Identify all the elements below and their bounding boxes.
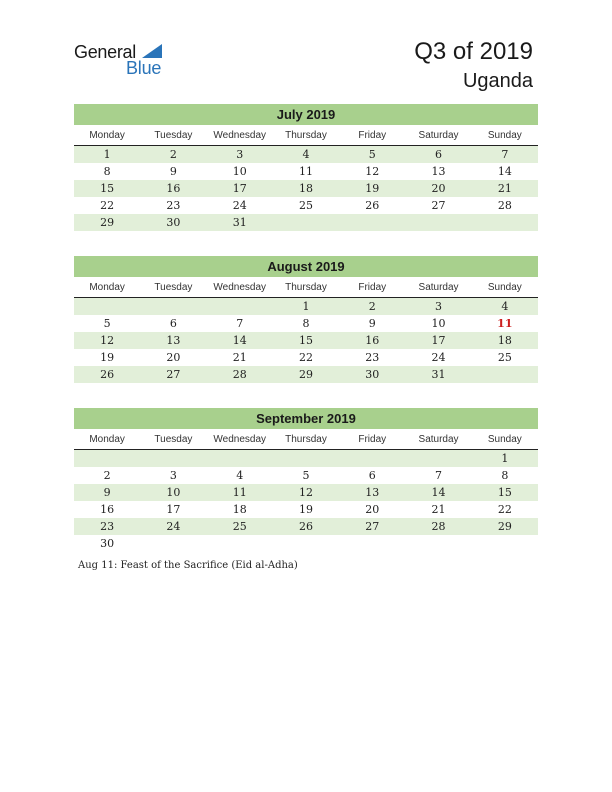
holiday-date-cell: 11	[497, 317, 513, 330]
empty-date-cell	[339, 450, 405, 467]
date-cell: 1	[501, 452, 509, 465]
date-cell: 26	[100, 368, 115, 381]
date-cell: 28	[431, 520, 446, 533]
country-name: Uganda	[462, 70, 533, 92]
week-row	[74, 518, 538, 535]
date-cell: 28	[232, 368, 247, 381]
weekday-label: Sunday	[487, 282, 522, 293]
week-row	[74, 298, 538, 315]
date-cell: 12	[298, 486, 313, 499]
week-row	[74, 484, 538, 501]
date-cell: 1	[302, 300, 310, 313]
date-cell: 13	[431, 165, 446, 178]
date-cell: 14	[232, 334, 247, 347]
date-cell: 4	[501, 300, 509, 313]
week-row	[74, 214, 538, 231]
month-title: August 2019	[74, 256, 538, 277]
date-cell: 3	[169, 469, 177, 482]
date-cell: 20	[431, 182, 446, 195]
date-cell: 2	[368, 300, 376, 313]
date-cell: 19	[298, 503, 313, 516]
week-row	[74, 180, 538, 197]
date-cell: 27	[166, 368, 181, 381]
weekday-label: Friday	[358, 434, 387, 445]
empty-date-cell	[405, 450, 471, 467]
date-cell: 14	[431, 486, 446, 499]
date-cell: 7	[501, 148, 509, 161]
empty-date-cell	[339, 214, 405, 231]
month-title: September 2019	[74, 408, 538, 429]
date-cell: 27	[365, 520, 380, 533]
weekday-label: Thursday	[285, 434, 327, 445]
empty-date-cell	[140, 298, 206, 315]
date-cell: 22	[497, 503, 512, 516]
empty-date-cell	[74, 298, 140, 315]
holiday-note: Aug 11: Feast of the Sacrifice (Eid al-Adha)	[78, 560, 298, 571]
date-cell: 24	[431, 351, 446, 364]
date-cell: 3	[435, 300, 443, 313]
weekday-label: Tuesday	[154, 434, 193, 445]
date-cell: 31	[232, 216, 247, 229]
date-cell: 30	[365, 368, 380, 381]
week-row	[74, 450, 538, 467]
date-cell: 8	[103, 165, 111, 178]
date-cell: 13	[365, 486, 380, 499]
weekday-label: Wednesday	[213, 282, 267, 293]
date-cell: 10	[232, 165, 247, 178]
date-cell: 25	[298, 199, 313, 212]
date-cell: 16	[166, 182, 181, 195]
empty-date-cell	[472, 535, 538, 552]
empty-date-cell	[273, 214, 339, 231]
week-row	[74, 467, 538, 484]
weekday-label: Monday	[89, 434, 125, 445]
weekday-label: Monday	[89, 130, 125, 141]
week-row	[74, 501, 538, 518]
date-cell: 8	[501, 469, 509, 482]
empty-date-cell	[405, 535, 471, 552]
date-cell: 14	[497, 165, 512, 178]
date-cell: 18	[232, 503, 247, 516]
date-cell: 30	[166, 216, 181, 229]
weekday-label: Saturday	[418, 130, 459, 141]
month-title: July 2019	[74, 104, 538, 125]
date-cell: 20	[166, 351, 181, 364]
date-cell: 26	[365, 199, 380, 212]
date-cell: 15	[497, 486, 512, 499]
logo-text-general: General	[74, 42, 136, 62]
weekday-label: Friday	[358, 282, 387, 293]
empty-date-cell	[140, 535, 206, 552]
date-cell: 22	[100, 199, 115, 212]
logo-triangle-icon	[142, 44, 162, 58]
empty-date-cell	[74, 450, 140, 467]
date-cell: 29	[497, 520, 512, 533]
weekday-label: Sunday	[487, 434, 522, 445]
week-row	[74, 349, 538, 366]
empty-date-cell	[405, 214, 471, 231]
date-cell: 7	[435, 469, 443, 482]
weekday-header-row	[74, 431, 538, 450]
date-cell: 5	[368, 148, 376, 161]
page-title: Q3 of 2019	[414, 38, 533, 65]
date-cell: 2	[169, 148, 177, 161]
week-row	[74, 366, 538, 383]
empty-date-cell	[207, 535, 273, 552]
date-cell: 6	[169, 317, 177, 330]
weekday-label: Saturday	[418, 282, 459, 293]
week-row	[74, 163, 538, 180]
date-cell: 16	[100, 503, 115, 516]
weekday-label: Tuesday	[154, 130, 193, 141]
date-cell: 30	[100, 537, 115, 550]
week-row	[74, 197, 538, 214]
month-calendar	[74, 408, 538, 552]
week-row	[74, 535, 538, 552]
date-cell: 24	[232, 199, 247, 212]
empty-date-cell	[140, 450, 206, 467]
empty-date-cell	[273, 535, 339, 552]
date-cell: 23	[166, 199, 181, 212]
date-cell: 1	[103, 148, 111, 161]
date-cell: 24	[166, 520, 181, 533]
date-cell: 10	[166, 486, 181, 499]
weekday-header-row	[74, 279, 538, 298]
empty-date-cell	[273, 450, 339, 467]
date-cell: 23	[100, 520, 115, 533]
date-cell: 15	[100, 182, 115, 195]
date-cell: 29	[100, 216, 115, 229]
date-cell: 23	[365, 351, 380, 364]
week-row	[74, 146, 538, 163]
date-cell: 7	[236, 317, 244, 330]
empty-date-cell	[339, 535, 405, 552]
date-cell: 20	[365, 503, 380, 516]
date-cell: 17	[232, 182, 247, 195]
date-cell: 25	[497, 351, 512, 364]
date-cell: 25	[232, 520, 247, 533]
date-cell: 18	[497, 334, 512, 347]
date-cell: 4	[302, 148, 310, 161]
date-cell: 5	[302, 469, 310, 482]
date-cell: 2	[103, 469, 111, 482]
date-cell: 6	[368, 469, 376, 482]
date-cell: 9	[169, 165, 177, 178]
date-cell: 16	[365, 334, 380, 347]
weekday-label: Saturday	[418, 434, 459, 445]
weekday-label: Wednesday	[213, 130, 267, 141]
date-cell: 19	[100, 351, 115, 364]
date-cell: 27	[431, 199, 446, 212]
date-cell: 9	[103, 486, 111, 499]
date-cell: 21	[232, 351, 247, 364]
empty-date-cell	[472, 214, 538, 231]
date-cell: 9	[368, 317, 376, 330]
date-cell: 10	[431, 317, 446, 330]
week-row	[74, 332, 538, 349]
month-calendar	[74, 104, 538, 231]
date-cell: 31	[431, 368, 446, 381]
date-cell: 4	[236, 469, 244, 482]
empty-date-cell	[207, 298, 273, 315]
date-cell: 28	[497, 199, 512, 212]
date-cell: 17	[166, 503, 181, 516]
week-row	[74, 315, 538, 332]
date-cell: 22	[298, 351, 313, 364]
date-cell: 19	[365, 182, 380, 195]
weekday-label: Thursday	[285, 130, 327, 141]
date-cell: 3	[236, 148, 244, 161]
date-cell: 5	[103, 317, 111, 330]
date-cell: 6	[435, 148, 443, 161]
date-cell: 17	[431, 334, 446, 347]
weekday-label: Wednesday	[213, 434, 267, 445]
date-cell: 12	[365, 165, 380, 178]
date-cell: 15	[298, 334, 313, 347]
logo-text-blue: Blue	[126, 58, 162, 78]
date-cell: 8	[302, 317, 310, 330]
date-cell: 21	[497, 182, 512, 195]
weekday-label: Tuesday	[154, 282, 193, 293]
logo	[74, 42, 174, 82]
empty-date-cell	[207, 450, 273, 467]
weekday-label: Sunday	[487, 130, 522, 141]
empty-date-cell	[472, 366, 538, 383]
date-cell: 12	[100, 334, 115, 347]
weekday-header-row	[74, 127, 538, 146]
date-cell: 11	[232, 486, 247, 499]
date-cell: 26	[298, 520, 313, 533]
weekday-label: Friday	[358, 130, 387, 141]
date-cell: 13	[166, 334, 181, 347]
date-cell: 11	[298, 165, 313, 178]
date-cell: 18	[298, 182, 313, 195]
weekday-label: Thursday	[285, 282, 327, 293]
date-cell: 29	[298, 368, 313, 381]
month-calendar	[74, 256, 538, 383]
weekday-label: Monday	[89, 282, 125, 293]
date-cell: 21	[431, 503, 446, 516]
